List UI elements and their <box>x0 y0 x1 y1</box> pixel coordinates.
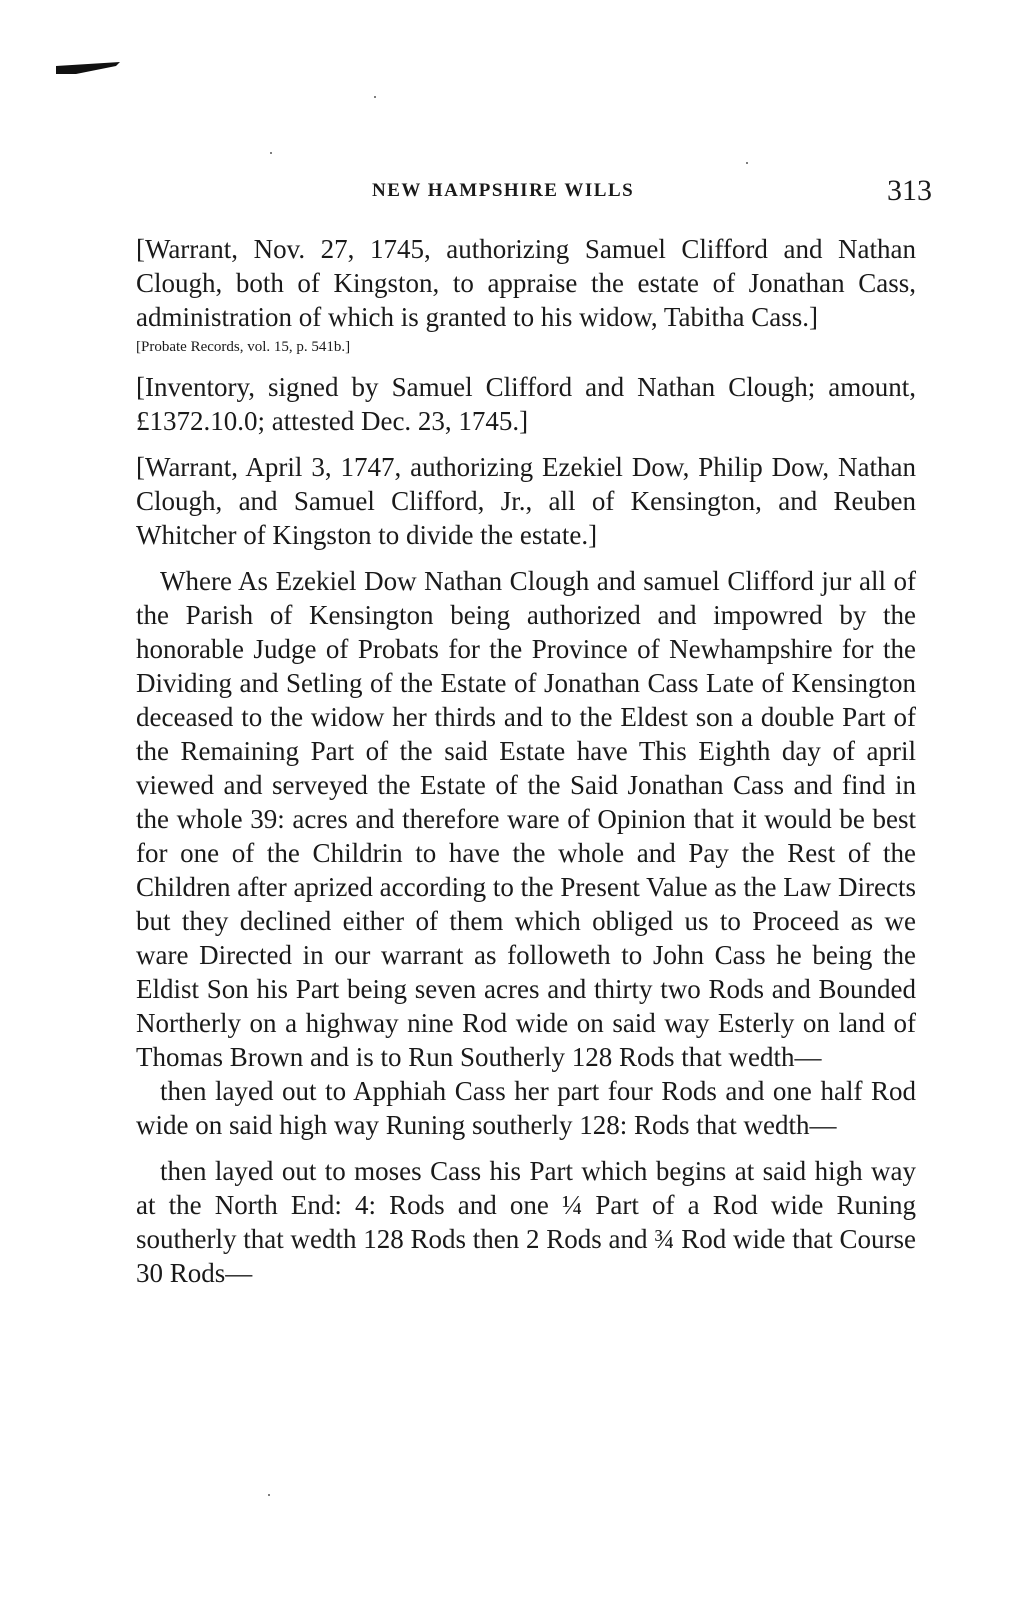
paragraph-inventory: [Inventory, signed by Samuel Clifford and Nathan Clough; amount, £1372.10.0; attested Dec. 23, 1745.] <box>136 372 916 436</box>
speck <box>268 1494 270 1496</box>
paragraph-division-report: Where As Ezekiel Dow Nathan Clough and samuel Clifford jur all of the Parish of Kensington being authorized and impowred by the honorable Judge of Probats for the Province of Newhampshire for the Dividing and Setling of the Estate of Jonathan Cass Late of Kensington deceased to the widow her thirds and to the Eldest son a double Part of the Remaining Part of the said Estate have This Eighth day of april viewed and serveyed the Estate of the Said Jonathan Cass and find in the whole 39: acres and therefore ware of Opinion that it would be best for one of the Childrin to have the whole and Pay the Rest of the Children after aprized according to the Present Value as the Law Directs but they declined either of them which obliged us to Proceed as we ware Directed in our warrant as followeth to John Cass he being the Eldist Son his Part being seven acres and thirty two Rods and Bounded Northerly on a highway nine Rod wide on said way Esterly on land of Thomas Brown and is to Run Southerly 128 Rods that wedth— <box>136 566 916 1072</box>
body-text <box>136 232 916 1290</box>
paragraph-warrant-1745: [Warrant, Nov. 27, 1745, authorizing Samuel Clifford and Nathan Clough, both of Kingston, to appraise the estate of Jonathan Cass, administration of which is granted to his widow, Tabitha Cass.] <box>136 234 916 332</box>
speck <box>746 162 748 164</box>
paragraph-moses-cass: then layed out to moses Cass his Part which begins at said high way at the North End: 4: Rods and one ¼ Part of a Rod wide Runing southerly that wedth 128 Rods then 2 Rods and ¾ Rod wide that Course 30 Rods— <box>136 1156 916 1288</box>
paragraph-apphiah-cass: then layed out to Apphiah Cass her part four Rods and one half Rod wide on said high way Runing southerly 128: Rods that wedth— <box>136 1076 916 1140</box>
running-head: NEW HAMPSHIRE WILLS <box>372 180 635 201</box>
page-header <box>136 174 932 214</box>
citation-probate-records: [Probate Records, vol. 15, p. 541b.] <box>136 339 351 355</box>
speck <box>374 96 376 98</box>
paragraph-warrant-1747: [Warrant, April 3, 1747, authorizing Ezekiel Dow, Philip Dow, Nathan Clough, and Samuel Clifford, Jr., all of Kensington, and Reuben Whitcher of Kingston to divide the estate.] <box>136 452 916 550</box>
page-number: 313 <box>887 174 932 207</box>
speck <box>270 152 272 154</box>
corner-mark <box>56 62 120 76</box>
